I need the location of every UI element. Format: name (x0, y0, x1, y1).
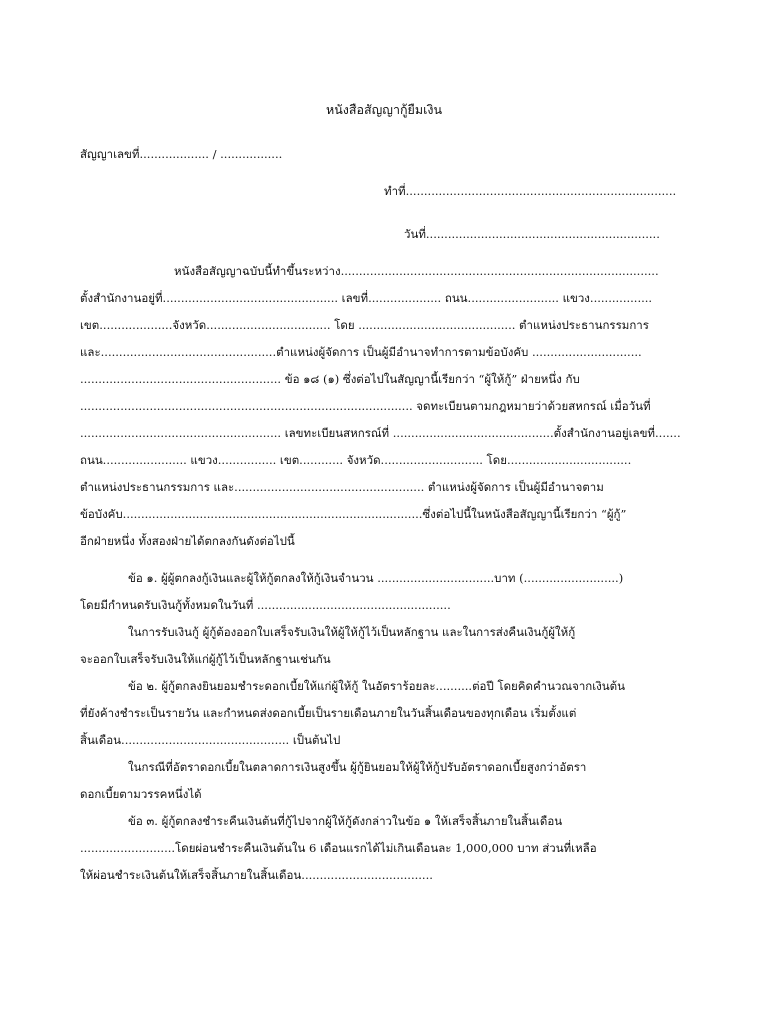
clause-1-line: โดยมีกำหนดรับเงินกู้ทั้งหมดในวันที่ ..................................................... (80, 598, 451, 612)
preamble-line: ....................................................... ข้อ ๑๘ (๑) ซึ่งต่อไปในสัญญานี้เรียกว่า “ผู้ให้กู้” ฝ่ายหนึ่ง กับ (80, 372, 580, 386)
clause-1-line: ข้อ ๑. ผู้ผู้ตกลงกู้เงินและผู้ให้กู้ตกลงให้กู้เงินจำนวน ................................บาท (..........................) (128, 571, 624, 585)
preamble-line: ตำแหน่งประธานกรรมการ และ.................................................... ตำแหน่งผู้จัดการ เป็นผู้มีอำนาจตาม (80, 480, 604, 494)
clause-3-line: ..........................โดยผ่อนชำระคืนเงินต้นใน 6 เดือนแรกได้ไม่เกินเดือนละ 1,000,000 บาท ส่วนที่เหลือ (80, 841, 597, 855)
document-title: หนังสือสัญญากู้ยืมเงิน (325, 102, 443, 117)
clause-1-line: ในการรับเงินกู้ ผู้กู้ต้องออกใบเสร็จรับเงินให้ผู้ให้กู้ไว้เป็นหลักฐาน และในการส่งคืนเงินกู้ผู้ให้กู้ (128, 625, 576, 639)
clause-3-line: ให้ผ่อนชำระเงินต้นให้เสร็จสิ้นภายในสิ้นเดือน.................................... (80, 868, 433, 882)
clause-2-line: ข้อ ๒. ผู้กู้ตกลงยินยอมชำระดอกเบี้ยให้แก่ผู้ให้กู้ ในอัตราร้อยละ..........ต่อปี โดยคิดคำนวณจากเงินต้น (128, 679, 625, 693)
clause-2-line: ในกรณีที่อัตราดอกเบี้ยในตลาดการเงินสูงขึ้น ผู้กู้ยินยอมให้ผู้ให้กู้ปรับอัตราดอกเบี้ยสูงกว่าอัตรา (128, 760, 587, 774)
contract-number-line: สัญญาเลขที่................... / ................. (80, 147, 283, 161)
preamble-line: ........................................................................................... จดทะเบียนตามกฎหมายว่าด้วยสหกรณ์ เมื่อวันที่ (80, 399, 651, 413)
clause-1-line: จะออกใบเสร็จรับเงินให้แก่ผู้กู้ไว้เป็นหลักฐานเช่นกัน (80, 652, 331, 666)
preamble-line: อีกฝ่ายหนึ่ง ทั้งสองฝ่ายได้ตกลงกันดังต่อไปนี้ (80, 534, 295, 548)
preamble-line: ถนน....................... แขวง................ เขต............ จังหวัด............................ โดย.................................. (80, 453, 632, 467)
clause-3-line: ข้อ ๓. ผู้กู้ตกลงชำระคืนเงินต้นที่กู้ไปจากผู้ให้กู้ดังกล่าวในข้อ ๑ ให้เสร็จสิ้นภายในสิ้นเดือน (128, 814, 563, 828)
made-at-line: ทำที่.......................................................................... (384, 184, 677, 198)
clause-2-line: สิ้นเดือน.............................................. เป็นต้นไป (80, 733, 341, 747)
preamble-line: ข้อบังคับ..................................................................................ซึ่งต่อไปนี้ในหนังสือสัญญานี้เรียกว่า “ผู้กู้” (80, 507, 627, 521)
preamble-line: และ................................................ตำแหน่งผู้จัดการ เป็นผู้มีอำนาจทำการตามข้อบังคับ .............................. (80, 345, 642, 359)
preamble-line: ....................................................... เลขทะเบียนสหกรณ์ที่ ............................................ตั้งสำนักงานอยู่เลขที่....... (80, 426, 681, 440)
date-line: วันที่................................................................ (404, 227, 660, 241)
preamble-line: เขต....................จังหวัด.................................. โดย ........................................... ตำแหน่งประธานกรรมการ (80, 318, 649, 332)
clause-2-line: ที่ยังค้างชำระเป็นรายวัน และกำหนดส่งดอกเบี้ยเป็นรายเดือนภายในวันสิ้นเดือนของทุกเดือน เริ่มตั้งแต่ (80, 706, 577, 720)
preamble-line: ตั้งสำนักงานอยู่ที่................................................ เลขที่.................... ถนน......................... แขวง................. (80, 291, 653, 305)
preamble-line: หนังสือสัญญาฉบับนี้ทำขึ้นระหว่าง....................................................................................... (174, 264, 659, 278)
clause-2-line: ดอกเบี้ยตามวรรคหนึ่งได้ (80, 787, 202, 801)
